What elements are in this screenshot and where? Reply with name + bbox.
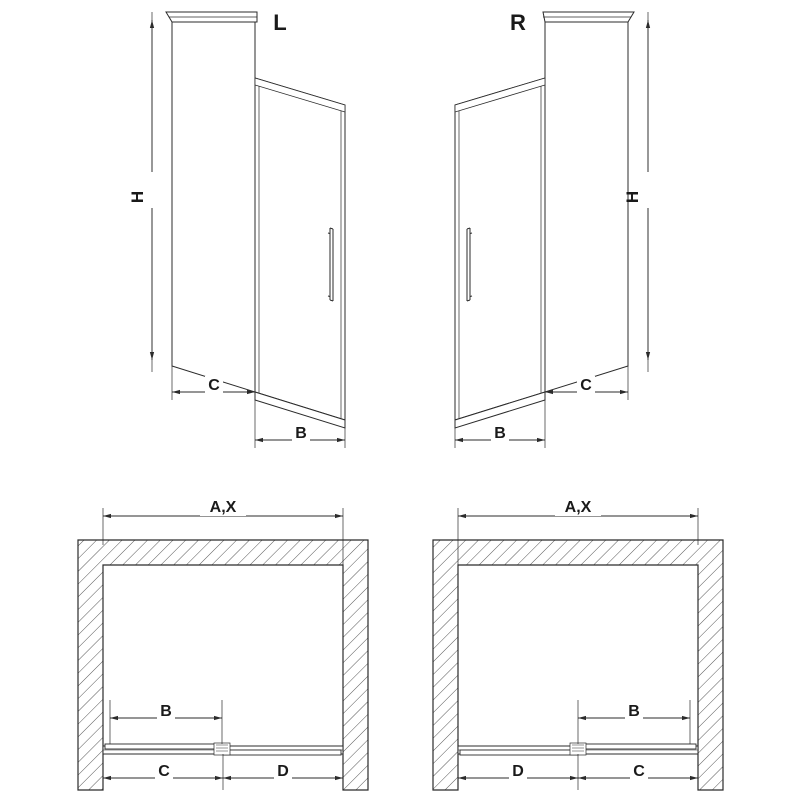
label-b-left: B: [295, 425, 307, 442]
label-variant-left: L: [273, 10, 287, 35]
sliding-door-panel: [455, 78, 545, 420]
label-b-right: B: [494, 425, 506, 442]
fixed-panel-plan: [578, 744, 696, 749]
label-d-plan-left: D: [277, 763, 289, 780]
fixed-glass-panel: [545, 22, 628, 392]
label-c-left: C: [208, 377, 220, 394]
label-h-right: H: [623, 190, 642, 204]
fixed-glass-panel: [172, 22, 255, 392]
label-variant-right: R: [510, 10, 526, 35]
front-view-left: [144, 12, 345, 448]
top-view-right: [433, 498, 723, 790]
door-panel-plan: [460, 750, 578, 755]
label-c-plan-right: C: [633, 763, 645, 780]
door-panel-plan: [223, 750, 341, 755]
front-view-right: [455, 12, 656, 448]
label-h-left: H: [128, 190, 147, 204]
sliding-door-panel: [255, 78, 345, 420]
label-ax-right: A,X: [564, 499, 592, 516]
fixed-panel-plan: [105, 744, 223, 749]
label-b-plan-right: B: [628, 703, 640, 720]
label-c-plan-left: C: [158, 763, 170, 780]
top-view-left: [78, 498, 368, 790]
label-ax-left: A,X: [209, 499, 237, 516]
label-c-right: C: [580, 377, 592, 394]
label-b-plan-left: B: [160, 703, 172, 720]
label-d-plan-right: D: [512, 763, 524, 780]
